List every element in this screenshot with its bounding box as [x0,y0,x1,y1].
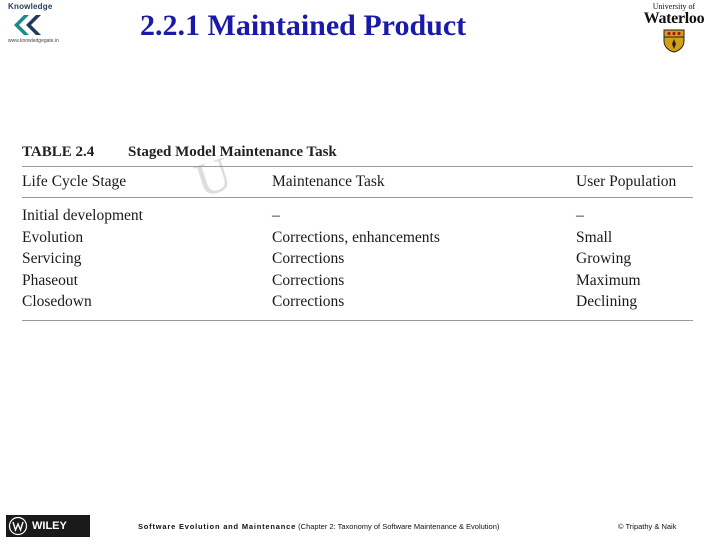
table-row [22,248,693,270]
knowledge-logo [8,2,59,46]
table-caption [22,142,693,166]
table-cell: Corrections [272,271,345,289]
table-cell: Corrections, enhancements [272,228,440,246]
table-row [22,270,693,292]
table-cell: Corrections [272,293,345,310]
table-cell: Phaseout [22,271,78,289]
column-header: Maintenance Task [272,173,385,190]
course-title: Software Evolution and Maintenance [138,522,297,531]
table-cell: Corrections [272,250,345,267]
table-row [22,291,693,313]
column-header: Life Cycle Stage [22,173,127,190]
table-cell: Evolution [22,228,84,246]
table-number: TABLE 2.4 [22,144,95,160]
table-cell: Growing [576,250,632,267]
table-bottom-rule [22,320,693,321]
table-cell: – [576,207,584,224]
table-row [22,205,693,227]
wiley-logo [6,515,90,537]
watermark-icon: U [188,146,239,209]
university-line-1: University of [652,2,696,11]
table-row [22,227,693,249]
table-title: Staged Model Maintenance Task [128,144,337,160]
table-body [22,198,693,320]
university-crest-icon [663,29,685,53]
wiley-seal-icon [8,516,28,536]
table-cell: Closedown [22,293,92,310]
slide-title: 2.2.1 Maintained Product [140,9,467,42]
table-cell: Servicing [22,250,82,267]
table-cell: Initial development [22,207,143,224]
chapter-title: (Chapter 2: Taxonomy of Software Maintenance & Evolution) [298,522,500,531]
university-line-2: Waterloo [643,10,705,27]
column-header: User Population [576,173,677,190]
table-cell: Declining [576,293,638,310]
ck-monogram-icon [10,13,44,37]
maintenance-table [22,142,693,321]
logo-brand-text: Knowledge [8,2,53,11]
table-cell: – [272,207,280,224]
footer-copyright: © Tripathy & Naik [618,522,677,531]
table-cell: Small [576,228,613,246]
waterloo-logo [632,2,716,53]
footer-course [138,522,499,531]
publisher-name: WILEY [32,520,67,532]
table-header-row [22,167,693,197]
table-cell: Maximum [576,271,641,289]
logo-url: www.knowledgegate.in [8,38,59,44]
